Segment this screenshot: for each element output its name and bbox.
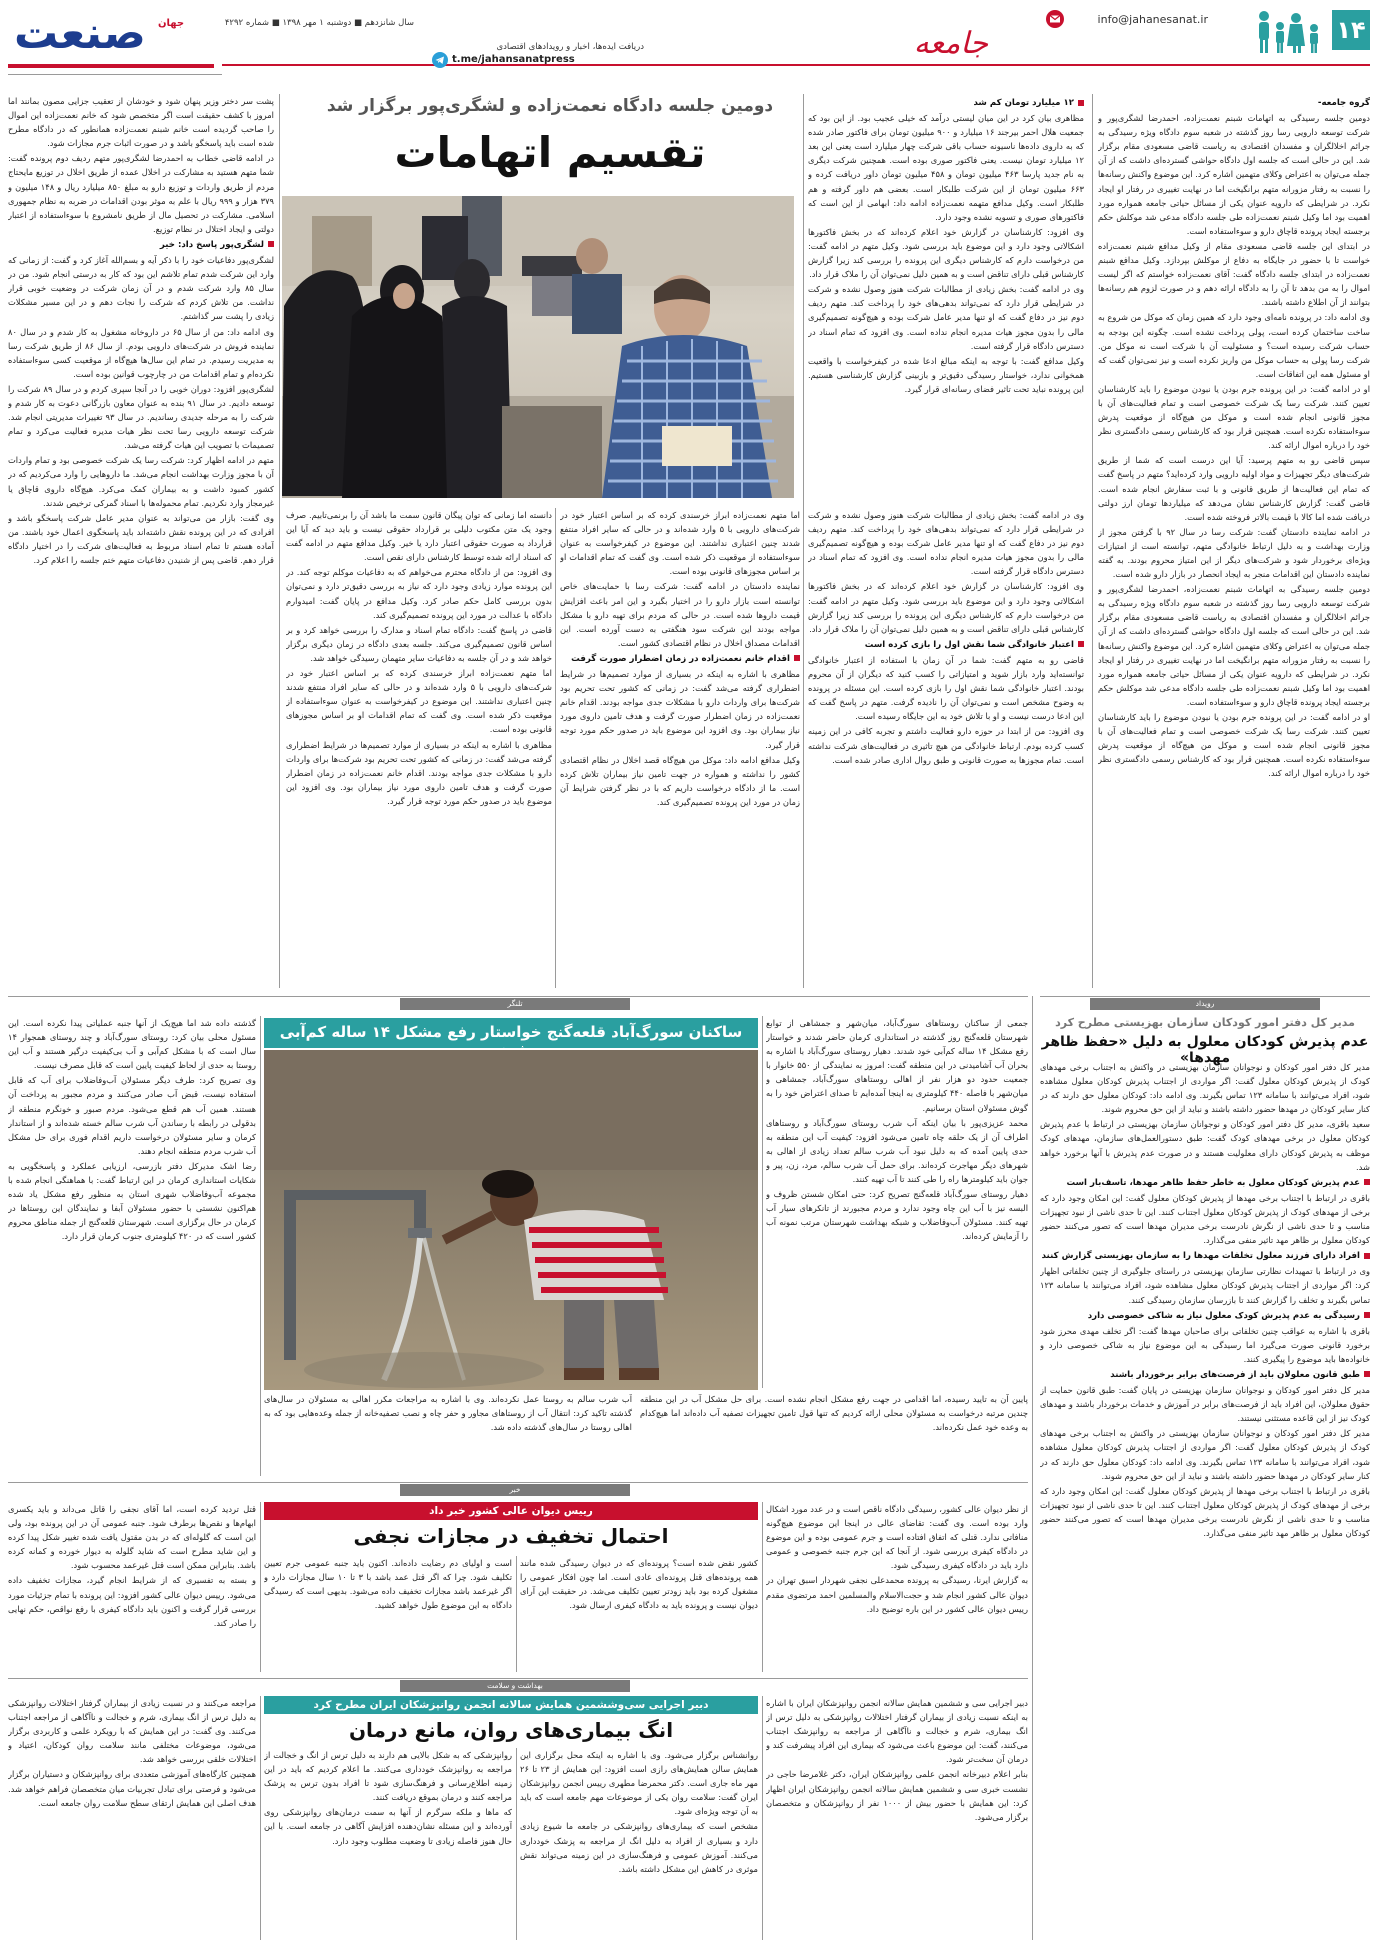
- water-column-3: [8, 1016, 256, 1476]
- event-p-10: مدیر کل دفتر امور کودکان و نوجوانان سازمان بهزیستی در واکنش به اجتناب برخی مهدهای کودک از پذیرش کودکان معلول گفت: اگر مواردی از اجتناب پذیرش کودکان معلول مشاهده شود، افراد می‌توانند با سامانه ۱۲۳ تماس بگیرند. وی ادامه داد: کودکان معلول حق دارند که در کنار سایر کودکان در مهدها حضور داشته باشند و نباید از این حق محروم شوند.: [1040, 1428, 1370, 1481]
- event-sub-6: [1040, 1309, 1370, 1323]
- lead-col1-p-8: او در ادامه گفت: در این پرونده جرم بودن یا نبودن موضوع را باید کارشناسان تعیین کنند. شرکت رسا یک شرکت خصوصی است و تمام فعالیت‌های آن با مجوز قانونی انجام شده است و موکل من هیچ‌گاه از موقعیت پدرش سوءاستفاده نکرده است. همچنین قرار بود که کارشناس رسمی دادگستری نظر خود را درباره اموال ارائه کند.: [1098, 712, 1370, 779]
- email-address[interactable]: info@jahanesanat.ir: [1097, 13, 1208, 26]
- court-column-2b: [264, 1556, 512, 1672]
- water-col3-p-1: وی تصریح کرد: طرف دیگر مسئولان آب‌وفاضلاب برای آب که قابل استفاده نیست، قبض آب صادر می‌کنند و مردم مجبور به پرداخت آن هستند. همین آب هم قطع می‌شود. مردم صبور و خونگرم منطقه از بدقولی در رابطه با رساندن آب شرب سالم خسته شده‌اند و از استاندار کرمان و سایر مسئولان درخواست داریم اقدام فوری برای حل مشکل آب شرب مردم منطقه انجام دهند.: [8, 1075, 256, 1156]
- page-number-box: ۱۴: [1332, 10, 1370, 50]
- section-title: جامعه: [913, 26, 988, 61]
- health-col3-p-0: روانپزشکی که به شکل بالایی هم دارند به دلیل ترس از انگ و خجالت از مراجعه به روانپزشک خودداری می‌کنند. ما اعلام کردیم که باید در این زمینه اطلاع‌رسانی و فرهنگ‌سازی شود تا افراد بدون ترس به پزشک مراجعه کنند و درمان بموقع دریافت کنند.: [264, 1750, 512, 1803]
- water-col-divider-a: [260, 1016, 261, 1476]
- health-col4-p-1: همچنین کارگاه‌های آموزشی متعددی برای روانپزشکان و دستیاران برگزار می‌شود و فرصتی برای تبادل تجربیات میان متخصصان فراهم خواهد شد. هدف اصلی این همایش ارتقای سطح سلامت روان جامعه است.: [8, 1769, 256, 1808]
- lead-col2-p-3: وی در ادامه گفت: بخش زیادی از مطالبات شرکت هنوز وصول نشده و شرکت در شرایطی قرار دارد که نمی‌تواند بدهی‌های خود را پرداخت کند. متهم ردیف دوم نیز در دفاع گفت که او تنها مدیر عامل شرکت بوده و هیچ‌گونه تصمیم‌گیری مالی را بدون مجوز هیات مدیره انجام نداده است. وی افزود که تمام اسناد در دسترس دادگاه قرار گرفته است.: [808, 284, 1084, 351]
- lead-col3-p-5: لشگری‌پور افزود: دوران خوبی را در آنجا سپری کردم و در سال ۸۹ شرکت را توسعه دادیم. در سال ۹۱ بنده به عنوان معاون بازرگانی دعوت به کار شدم و شرکت را به مرحله جدیدی رساندیم. در سال ۹۳ تغییرات مدیریتی انجام شد. شرکت توسعه دارویی رسا تحت نظر هیات مدیره فعالیت می‌کرد و تمام تصمیمات با تصویب این هیات گرفته می‌شد.: [8, 383, 274, 451]
- lead-col4-p-1: نماینده دادستان در ادامه گفت: شرکت رسا با حمایت‌های خاص توانسته است بازار دارو را در اختیار بگیرد و این امر باعث افزایش قیمت داروها شده است. در حالی که مردم برای تهیه دارو با مشکل مواجه بودند این شرکت سود هنگفتی به دست آورده است. این اقدامات مصداق اخلال در نظام اقتصادی کشور است.: [560, 581, 800, 648]
- lead-col1-p-1: دومین جلسه رسیدگی به اتهامات شبنم نعمت‌زاده، احمدرضا لشگری‌پور و شرکت توسعه دارویی رسا روز گذشته در شعبه سوم دادگاه ویژه رسیدگی به جرائم اخلالگران و مفسدان اقتصادی به ریاست قاضی مسعودی مقام برگزار شد. این در حالی است که جلسه اول دادگاه حواشی گسترده‌ای داشت که از آن جمله می‌توان به اعتراض وکلای متهمین اشاره کرد. این موضوع واکنش رسانه‌ها را نسبت به رفتار مزورانه متهم برانگیخت اما در نهایت تغییری در رفتار او ایجاد نکرد. در شرایطی که دارویه عنوان یکی از مسائل حیاتی جامعه همواره مورد اهمیت بود اما وکیل شبنم نعمت‌زاده طی جلسه دادگاه مدعی شد موکلش حکم برجسته ایجاد پرونده قاچاق دارو و سوءاستفاده است.: [1098, 113, 1370, 236]
- telegram-link[interactable]: t.me/jahansanatpress: [452, 54, 575, 65]
- court-col1-p-0: از نظر دیوان عالی کشور، رسیدگی دادگاه ناقص است و در عدد مورد اشکال وارد بوده است. وی گفت: تقاضای عالی در اینجا این موضوع هیچ‌گونه منافاتی ندارد. قتلی که اتفاق افتاده است و جرم عمومی بوده و این موضوع در دادگاه کیفری بررسی شود. از آنجا که این جرم جنبه خصوصی و عمومی دارد باید در دادگاه کیفری رسیدگی شود.: [766, 1504, 1028, 1571]
- event-top-rule: [1040, 996, 1370, 997]
- health-col-divider-a: [260, 1696, 261, 1940]
- lead-col-divider-3: [279, 94, 280, 988]
- court-top-rule: [8, 1482, 1028, 1483]
- lead-col1-p-6: در ادامه نماینده دادستان گفت: شرکت رسا در سال ۹۲ با گرفتن مجوز از وزارت بهداشت و به دلیل ارتباط خانوادگی متهم، توانسته است از امتیازات ویژه‌ای برخوردار شود و شرکت‌های دیگر از این امتیاز محروم بودند. به گفته نماینده دادستان این اقدامات منجر به ایجاد انحصار در بازار دارو شده است.: [1098, 526, 1370, 580]
- lead-col3-p-7: وی گفت: بازار من می‌تواند به عنوان مدیر عامل شرکت پاسخگو باشد و افرادی که در این پرونده نقش داشته‌اند باید پاسخگوی اعمال خود باشند. من آماده هستم تا تمام اسناد مربوط به فعالیت‌های شرکت را در اختیار دادگاه قرار دهم. قاضی پس از شنیدن دفاعیات متهم ختم جلسه را اعلام کرد.: [8, 512, 274, 565]
- water-photo: [264, 1050, 758, 1390]
- event-body: [1040, 1060, 1370, 1938]
- lead-col3-sub-2-text: لشگری‌پور پاسخ داد: خیر: [159, 239, 264, 250]
- lead-column-6: [808, 508, 1084, 988]
- water-section-label: تلنگر: [400, 998, 630, 1010]
- lead-column-4: [560, 508, 800, 988]
- event-kicker: مدیر کل دفتر امور کودکان سازمان بهزیستی مطرح کرد: [1055, 1016, 1355, 1029]
- water-column-2b: [264, 1392, 632, 1476]
- lead-col2-p-1: مظاهری بیان کرد در این میان لیستی درآمد که خیلی عجیب بود. از این بود که جمعیت هلال احمر بیرجند ۱۶ میلیارد و ۹۰۰ میلیون تومان برای فاکتور صادر شده که به داروی داده‌ها ناسیونه حساب باقی شرکت چهار میلیارد است یعنی این بعد ۱۲ میلیارد تومان نیست. یعنی فاکتور صوری بوده است. همچنین شرکت دیگری به نام جدید پارسا ۴۶۳ میلیون تومان و ۴۵۸ میلیون تومان داور دریافت کرده و ۶۶۳ میلیون تومان از این شرکت طلبکار است. بعضی هم داور گرفته و هم طلبکار است. وکیل مدافع متهمه نعمت‌زاده ادامه داد: ابهامی از این است که فاکتورهای صوری و تسویه نشده وجود دارد.: [808, 113, 1084, 222]
- lead-col2-p-2: وی افزود: کارشناسان در گزارش خود اعلام کرده‌اند که در بخش فاکتورها اشکالاتی وجود دارد و این موضوع باید بررسی شود. وکیل متهم در ادامه گفت: من درخواست دارم که کارشناس دیگری این پرونده را بررسی کند زیرا گزارش کارشناس قبلی دارای تناقض است و به همین دلیل نمی‌توان آن را ملاک قرار داد.: [808, 226, 1084, 280]
- lead-headline: تقسیم اتهامات: [394, 128, 706, 177]
- header-red-line: [222, 64, 1370, 66]
- water-col3-p-0: گذشته داده شد اما هیچ‌یک از آنها جنبه عملیاتی پیدا نکرده است. این مسئول محلی بیان کرد: روستای سورگ‌آباد و چند روستای همجوار ۱۴ سال است که با مشکل کم‌آبی و آب بی‌کیفیت درگیر هستند و آب این روستا به حدی از لحاظ کیفیت پایین است که قابل مصرف نیست.: [8, 1018, 256, 1071]
- health-col2-p-1: مشخص است که بیماری‌های روانپزشکی در جامعه ما شیوع زیادی دارد و بسیاری از افراد به دلیل انگ از مراجعه به پزشک خودداری می‌کنند. آموزش عمومی و فرهنگ‌سازی در این زمینه می‌تواند نقش موثری در کاهش این مشکل داشته باشد.: [520, 1821, 758, 1874]
- health-column-3: [264, 1748, 512, 1940]
- logo-divider: [8, 74, 222, 75]
- lead-col6-p-2: وی افزود: من از ابتدا در حوزه دارو فعالیت داشتم و تجربه کافی در این زمینه کسب کرده بودم. ارتباط خانوادگی من هیچ تاثیری در فعالیت‌های شرکت نداشته است. تمام مجوزها به صورت قانونی و طبق روال اداری صادر شده است.: [808, 726, 1084, 765]
- lead-col2-p-4: وکیل مدافع گفت: با توجه به اینکه مبالغ ادعا شده در کیفرخواست با واقعیت همخوانی ندارد، خواستار رسیدگی دقیق‌تر و بازبینی گزارش کارشناسی هستیم. این پرونده نباید تحت تاثیر فضای رسانه‌ای قرار گیرد.: [808, 355, 1084, 394]
- lead-col3-sub-2: [8, 238, 274, 252]
- logo-subtitle: جهان: [158, 18, 185, 29]
- event-p-1: سعید باقری، مدیر کل دفتر امور کودکان و نوجوانان سازمان بهزیستی در ارتباط با عدم پذیرش کودکان معلول در برخی مهدهای کودک گفت: طبق دستورالعمل‌های سازمان، مهدهای کودک موظف به پذیرش کودکان دارای معلولیت هستند و در صورت عدم پذیرش با آنها برخورد خواهد شد.: [1040, 1119, 1370, 1172]
- lead-col3-p-3: لشگری‌پور دفاعیات خود را با ذکر آیه و بسم‌الله آغاز کرد و گفت: از زمانی که وارد این شرکت شدم تمام تلاشم این بود که کار به درستی انجام شود. من در سال ۸۵ وارد شرکت شدم و در آن زمان شرکت در وضعیت خوبی قرار نداشت. من تلاش کردم که شرکت را نجات دهم و در این مسیر مشکلات زیادی را پشت سر گذاشتم.: [8, 255, 274, 322]
- health-col2-p-0: روانشناس برگزار می‌شود. وی با اشاره به اینکه محل برگزاری این همایش سالن همایش‌های رازی است افزود: این همایش از ۲۳ تا ۲۶ مهر ماه جاری است. دکتر محمرضا مطهری رییس انجمن روانپزشکان ایران گفت: سلامت روان یکی از موضوعات مهم جامعه است که باید به آن توجه ویژه‌ای شود.: [520, 1750, 758, 1817]
- court-headline: احتمال تخفیف در مجازات نجفی: [353, 1524, 669, 1548]
- lead-col1-p-4: او در ادامه گفت: در این پرونده جرم بودن یا نبودن موضوع را باید کارشناسان تعیین کنند. شرکت رسا یک شرکت خصوصی است و تمام فعالیت‌های آن با مجوز قانونی انجام شده است و موکل من هیچ‌گاه از موقعیت پدرش سوءاستفاده نکرده است. همچنین قرار بود که کارشناس رسمی دادگستری نظر خود را درباره اموال ارائه کند.: [1098, 383, 1370, 451]
- water-col2-p-0: پایین آن به تایید رسیده، اما اقدامی در جهت رفع مشکل انجام نشده است. برای حل مشکل آب در این منطقه چندین مرتبه درخواست به مسئولان محلی ارائه کردیم که تنها قول تامین تجهیزات تصفیه آب داده‌اند اما هیچ‌کدام به وعده خود عمل نکرده‌اند.: [640, 1394, 1028, 1433]
- court-col-divider-c: [516, 1556, 517, 1672]
- health-kicker: دبیر اجرایی سی‌وششمین همایش سالانه انجمن روانپزشکان ایران مطرح کرد: [264, 1696, 758, 1714]
- court-column-1: [766, 1502, 1028, 1672]
- logo-wordmark: صنعت: [14, 8, 146, 59]
- health-column-2: [520, 1748, 758, 1940]
- lead-col1-p-5: سپس قاضی رو به متهم پرسید: آیا این درست است که شما از طریق شرکت‌های دیگر تجهیزات و مواد اولیه دارویی وارد کرده‌اید؟ متهم در پاسخ گفت که تمام این فعالیت‌ها از طریق قانونی و با ثبت سفارش انجام شده است. قاضی گفت: گزارش کارشناس نشان می‌دهد که میلیاردها تومان ارز دولتی دریافت شده اما کالا با قیمت بالاتر فروخته شده است.: [1098, 455, 1370, 522]
- lead-col5-p-1: وی افزود: من از دادگاه محترم می‌خواهم که به دفاعیات موکلم توجه کند. در این پرونده موارد زیادی وجود دارد که نیاز به بررسی دقیق‌تر دارد و نمی‌توان بدون بررسی کامل حکم صادر کرد. وکیل مدافع در پایان گفت: امیدوارم دادگاه با عدالت در مورد این پرونده تصمیم‌گیری کند.: [286, 567, 552, 620]
- event-sub-4-text: افراد دارای فرزند معلول تخلفات مهدها را به سازمان بهزیستی گزارش کنند: [1041, 1251, 1360, 1262]
- health-col3-p-1: که ماها و ملکه سرگرم از آنها به سمت درمان‌های روانپزشکی روی آورده‌اند و این مسئله نشان‌دهنده افزایش آگاهی در جامعه است. با این حال هنوز فاصله زیادی تا وضعیت مطلوب وجود دارد.: [264, 1807, 512, 1846]
- lead-col5-p-2: قاضی در پاسخ گفت: دادگاه تمام اسناد و مدارک را بررسی خواهد کرد و بر اساس قانون تصمیم‌گیری می‌کند. جلسه بعدی دادگاه در زمان دیگری برگزار خواهد شد و در آن جلسه به دفاعیات سایر متهمان رسیدگی خواهد شد.: [286, 624, 552, 663]
- lead-col-divider-4: [555, 508, 556, 988]
- courtroom-photo-graphic: [282, 196, 794, 498]
- event-section-label: رویداد: [1090, 998, 1320, 1010]
- event-p-5: وی در ارتباط با تمهیدات نظارتی سازمان بهزیستی در راستای جلوگیری از چنین تخلفاتی اظهار کرد: اگر مواردی از اجتناب پذیرش کودکان معلول مشاهده شود، افراد می‌توانند با سامانه ۱۲۳ تماس بگیرند و تخلف را گزارش کنند تا بازرسان سازمان رسیدگی کنند.: [1040, 1266, 1370, 1305]
- water-col1-p-2: دهیار روستای سورگ‌آباد قلعه‌گنج تصریح کرد: حتی امکان شستن ظروف و البسه نیز با آب این چاه وجود ندارد و مردم مجبورند از تانکرهای سیار آب تهیه کنند. مسئولان آب‌وفاضلاب و شبکه بهداشت شهرستان مرتب نمونه آب را آزمایش کرده‌اند.: [766, 1189, 1028, 1242]
- water-col-divider-b: [762, 1016, 763, 1388]
- lead-col5-p-0: دانسته اما زمانی که توان پیگان قانون سمت ما باشد آن را برنمی‌تابیم. صرف وجود یک متن مکتوب دلیلی بر قرارداد حقوقی نیست و باید دید که آیا این قرارداد به صورت حقوقی اعتبار دارد یا خیر. وکیل مدافع متهم در ادامه گفت که اسناد ارائه شده توسط کارشناس دارای نقص است.: [286, 510, 552, 563]
- lead-col1-p-2: در ابتدای این جلسه قاضی مسعودی مقام از وکیل مدافع شبنم نعمت‌زاده خواست تا با حضور در جایگاه به دفاع از موکلش بپردازد. وکیل مدافع شبنم نعمت‌زاده در ابتدای جلسه دادگاه گفت: آقای نعمت‌زاده خواستم که اگر لیست اموال را به من بدهد تا آن را به دادگاه ارائه دهم و در صورت لزوم هم رسانه‌ها بتوانند از آن اطلاع داشته باشند.: [1098, 240, 1370, 308]
- event-headline: عدم پذیرش کودکان معلول به دلیل «حفظ ظاهر مهدها»: [1041, 1034, 1369, 1066]
- lead-col5-p-3: اما متهم نعمت‌زاده ابراز خرسندی کرده که بر اساس اعتبار خود در شرکت‌های دارویی با ۵ وارد شده‌اند و در حالی که سایر افراد منتفع شدند چنین اعتباری نداشتند. این موضوع در کیفرخواست به عنوان سوءاستفاده از موقعیت ذکر شده است. وی گفت که تمام اقدامات او بر اساس مجوزهای قانونی بوده است.: [286, 668, 552, 735]
- lead-col1-sub-0: گروه جامعه-: [1317, 98, 1370, 108]
- court-col1-p-1: به گزارش ایرنا، رسیدگی به پرونده محمدعلی نجفی شهردار اسبق تهران در دیوان عالی کشور انجام شد و حجت‌الاسلام والمسلمین احمد مرتضوی مقدم رییس دیوان عالی کشور در این باره توضیح داد.: [766, 1575, 1028, 1614]
- event-p-3: باقری در ارتباط با اجتناب برخی مهدها از پذیرش کودکان معلول گفت: این امکان وجود دارد که برخی از مهدهای کودک از پذیرش کودکان معلول اجتناب کنند. این تا حدی ناشی از نبود تجهیزات مناسب و تا حدی ناشی از نگرش نادرست برخی مدیران مهدها است که تصور می‌کنند حضور کودکان معلول بر ظاهر مهد تاثیر منفی می‌گذارد.: [1040, 1192, 1370, 1246]
- lead-column-2: [808, 94, 1084, 499]
- court-section-label: خبر: [400, 1484, 630, 1496]
- lead-col6-p-1: قاضی رو به متهم گفت: شما در آن زمان با استفاده از اعتبار خانوادگی توانسته‌اید وارد بازار شوید و امتیازاتی را کسب کنید که دیگران از آن محروم بودند. اعتبار خانوادگی شما نقش اول را بازی کرده است. این مسئله در پرونده به وضوح مشخص است و نمی‌توان آن را نادیده گرفت. متهم در پاسخ گفت که این ادعا درست نیست و او با تلاش خود به این جایگاه رسیده است.: [808, 654, 1084, 722]
- court-column-3: [8, 1502, 256, 1672]
- lead-col4-p-3: مظاهری با اشاره به اینکه در بسیاری از موارد تصمیم‌ها در شرایط اضطراری گرفته می‌شد گفت: در زمانی که کشور تحت تحریم بود شرکت‌ها برای واردات دارو با مشکلات جدی مواجه بودند. اقدام خانم نعمت‌زاده در زمان اضطرار صورت گرفت و هدف تامین داروی مورد نیاز بیماران بود. وی افزود این موضوع باید در صدور حکم مورد توجه قرار گیرد.: [560, 669, 800, 750]
- family-silhouette-icon: [1250, 8, 1328, 54]
- water-photo-graphic: [264, 1050, 758, 1390]
- health-col-divider-b: [762, 1696, 763, 1940]
- lead-col4-p-4: وکیل مدافع ادامه داد: موکل من هیچ‌گاه قصد اخلال در نظام اقتصادی کشور را نداشته و همواره در جهت تامین نیاز بیماران تلاش کرده است. ما از دادگاه درخواست داریم که با در نظر گرفتن شرایط آن زمان در مورد این پرونده تصمیم‌گیری کند.: [560, 754, 800, 807]
- court-col2-p-1: است و اولیای دم رضایت داده‌اند. اکنون باید جنبه عمومی جرم تعیین تکلیف شود. چرا که اگر قتل عمد باشد با ۳ تا ۱۰ سال مجازات دارد و اگر غیرعمد باشد مجازات تخفیف داده می‌شود. بدیهی است که رسیدگی دادگاه به این موضوع طول خواهد کشید.: [264, 1558, 512, 1611]
- telegram-icon: [432, 52, 448, 68]
- lead-col2-sub-0-text: ۱۲ میلیارد تومان کم شد: [973, 98, 1074, 108]
- event-p-7: باقری با اشاره به عواقب چنین تخلفاتی برای صاحبان مهدها گفت: اگر تخلف مهدی محرز شود برخورد قانونی صورت می‌گیرد اما رسیدگی به این موضوع نیاز به شاکی خصوصی دارد و خانواده‌ها باید موضوع را پیگیری کنند.: [1040, 1325, 1370, 1364]
- health-top-rule: [8, 1678, 1028, 1679]
- lead-col3-p-1: در ادامه قاضی خطاب به احمدرضا لشگری‌پور متهم ردیف دوم پرونده گفت: شما متهم هستید به مشارکت در اخلال عمده از طریق اخلال در توزیع مایحتاج مردم از طریق واردات و توزیع دارو به مبلغ ۸۵۰ میلیارد ریال و ۱۴۸ میلیون و ۳۷۹ هزار و ۹۹۹ ریال با علم به موثر بودن اقدامات در ضربه به نظام جمهوری اسلامی. مشارکت در تحصیل مال از طریق نامشروع با سوءاستفاده از اعتبار دولتی و ایجاد اختلال در نظام توزیع.: [8, 153, 274, 234]
- lead-col6-sub-0: [808, 638, 1084, 652]
- lead-col-divider-1: [1092, 94, 1093, 988]
- water-col2-p-1: آب شرب سالم به روستا عمل نکرده‌اند. وی با اشاره به مراجعات مکرر اهالی به مسئولان در سال‌های گذشته تاکید کرد: انتقال آب از روستاهای مجاور و حفر چاه و نصب تصفیه‌خانه از جمله وعده‌هایی بود که به اهالی روستا در سال‌های گذشته داده شد.: [264, 1394, 632, 1433]
- water-col1-p-0: جمعی از ساکنان روستاهای سورگ‌آباد، میان‌شهر و جمشاهی از توابع شهرستان قلعه‌گنج روز گذشته در استانداری کرمان حاضر شدند و خواستار رفع مشکل ۱۴ ساله کم‌آبی خود شدند. دهیار روستای سورگ‌آباد با اشاره به بحران آب آشامیدنی در این منطقه گفت: امروز به نمایندگی از ۵۵۰ خانوار با جمعیت حدود دو هزار نفر از اهالی روستاهای سورگ‌آباد، جمشاهی و میان‌شهر با فاصله ۴۴۰ کیلومتری به اینجا آمده‌ایم تا صدای اعتراض خود را به گوش مسئولان استان برسانیم.: [766, 1018, 1028, 1113]
- lead-col6-sub-0-text: اعتبار خانوادگی شما نقش اول را بازی کرده است: [864, 639, 1074, 650]
- court-col-divider-b: [762, 1502, 763, 1672]
- lead-column-1: [1098, 94, 1370, 988]
- water-col3-p-2: رضا اشک مدیرکل دفتر بازرسی، ارزیابی عملکرد و پاسخگویی به شکایات استانداری کرمان در این ارتباط گفت: با هماهنگی انجام شده با مجموعه آب‌وفاضلاب شهری استان به منظور رفع مشکل یاد شده هم‌اکنون نشستی با حضور مسئولان آبفا و نمایندگان این روستاها در کرمان در حال برگزاری است. شهرستان قلعه‌گنج از جمله مناطق محروم کشور است که در ۴۲۰ کیلومتری جنوب کرمان قرار دارد.: [8, 1160, 256, 1242]
- water-col1-p-1: محمد عزیزی‌پور با بیان اینکه آب شرب روستای سورگ‌آباد و روستاهای اطراف آن از یک حلقه چاه تامین می‌شود افزود: کیفیت آب این منطقه به حدی پایین آمده که به دلیل نبود آب شرب سالم تعداد زیادی از اهالی به شهرهای دیگر مهاجرت کرده‌اند. برای حمل آب شرب سالم، مرد، زن، پیر و جوان باید کیلومترها راه را طی کنند تا آب تهیه کنند.: [766, 1117, 1028, 1185]
- health-col1-p-0: دبیر اجرایی سی و ششمین همایش سالانه انجمن روانپزشکان ایران با اشاره به اینکه نسبت زیادی از بیماران گرفتار اختلالات روانپزشکی به دلیل ترس از انگ بیماری، شرم و خجالت و ناآگاهی از مراجعه به روانپزشک اجتناب می‌کنند، گفت: این موضوع باعث می‌شود که بیماری این افراد پیشرفت کند و درمان آن سخت‌تر شود.: [766, 1698, 1028, 1765]
- court-col2-p-0: کشور نقض شده است؟ پرونده‌ای که در دیوان رسیدگی شده مانند همه پرونده‌های قتل پرونده‌ای عادی است. اما چون افکار عمومی را مشغول کرده بود باید زودتر تعیین تکلیف می‌شد. در حقیقت این آرای دیوان نیست و پرونده باید به دادگاه کیفری ارسال شود.: [520, 1558, 758, 1611]
- lead-col5-p-4: مظاهری با اشاره به اینکه در بسیاری از موارد تصمیم‌ها در شرایط اضطراری گرفته می‌شد گفت: در زمانی که کشور تحت تحریم بود شرکت‌ها برای واردات دارو با مشکلات جدی مواجه بودند. اقدام خانم نعمت‌زاده در زمان اضطرار صورت گرفت و هدف تامین داروی مورد نیاز بیماران بود. وی افزود این موضوع باید در صدور حکم مورد توجه قرار گیرد.: [286, 739, 552, 806]
- health-col-divider-c: [516, 1748, 517, 1940]
- lead-column-5: [286, 508, 552, 988]
- lead-col3-p-6: متهم در ادامه اظهار کرد: شرکت رسا یک شرکت خصوصی بود و تمام واردات آن با مجوز وزارت بهداشت انجام می‌شد. ما داروهایی را وارد می‌کردیم که در کشور کمبود داشت و به بیماران کمک می‌کرد. هیچ‌گاه داروی قاچاق یا غیرمجاز وارد نکردیم. تمام محموله‌ها با اسناد گمرکی ترخیص شدند.: [8, 455, 274, 508]
- health-column-4: [8, 1696, 256, 1940]
- lead-col4-p-0: اما متهم نعمت‌زاده ابراز خرسندی کرده که بر اساس اعتبار خود در شرکت‌های دارویی با ۵ وارد شده‌اند و در حالی که سایر افراد منتفع شدند چنین اعتباری نداشتند. این موضوع در کیفرخواست به عنوان سوءاستفاده از موقعیت ذکر شده است. وی گفت که تمام اقدامات او بر اساس مجوزهای قانونی بوده است.: [560, 510, 800, 577]
- lead-col6-p-pre: وی در ادامه گفت: بخش زیادی از مطالبات شرکت هنوز وصول نشده و شرکت در شرایطی قرار دارد که نمی‌تواند بدهی‌های خود را پرداخت کند. متهم ردیف دوم نیز در دفاع گفت که او تنها مدیر عامل شرکت بوده و هیچ‌گونه تصمیم‌گیری مالی را بدون مجوز هیات مدیره انجام نداده است. وی افزود که تمام اسناد در دسترس دادگاه قرار گرفته است.: [808, 510, 1084, 577]
- health-col4-p-0: مراجعه می‌کنند و در نسبت زیادی از بیماران گرفتار اختلالات روانپزشکی به دلیل ترس از انگ بیماری، شرم و خجالت و ناآگاهی از مراجعه اجتناب می‌کنند. وی گفت: در این همایش که با رویکرد علمی و کاربردی برگزار می‌شود، موضوعات مختلفی مانند سلامت روان کودکان، اعتیاد و اختلالات خلقی بررسی خواهد شد.: [8, 1698, 256, 1765]
- event-sub-4: [1040, 1249, 1370, 1263]
- health-section-label: بهداشت و سلامت: [400, 1680, 630, 1692]
- court-column-2a: [520, 1556, 758, 1672]
- lead-kicker: دومین جلسه دادگاه نعمت‌زاده و لشگری‌پور برگزار شد: [326, 96, 774, 116]
- lead-col4-sub-2-text: اقدام خانم نعمت‌زاده در زمان اضطرار صورت گرفت: [571, 653, 790, 664]
- lead-col3-p-0: پشت سر دختر وزیر پنهان شود و خودشان از تعقیب جزایی مصون بمانند اما امروز با کشف حقیقت است اگر متخصص شود که خانم نعمت‌زاده این اموال را صاحب گردیده است خانم شبنم نعمت‌زاده همانطور که در دادگاه مطرح شده است باید پاسخگو باشد و در صورت اثبات جرم مجازات شود.: [8, 96, 274, 149]
- court-col3-p-0: قتل تردید کرده است، اما آقای نجفی را قاتل می‌داند و باید یکسری ابهام‌ها و نقص‌ها برطرف شود. جنبه عمومی آن در این پرونده بود، ولی این است که گلوله‌ای که در بدن مقتول یافت شده تغییر شکل پیدا کرده و این شاید مطرح است که شاید گلوله به دیوار خورده و کمانه کرده باشد. بنابراین ممکن است قتل غیرعمد محسوب شود.: [8, 1504, 256, 1571]
- event-p-9: مدیر کل دفتر امور کودکان و نوجوانان سازمان بهزیستی در پایان گفت: طبق قانون حمایت از حقوق معلولان، این افراد باید از فرصت‌های برابر در آموزش و خدمات برخوردار باشند و مهدهای کودک نیز از این قاعده مستثنی نیستند.: [1040, 1385, 1370, 1424]
- health-col1-p-1: بنابر اعلام دبیرخانه انجمن علمی روانپزشکان ایران، دکتر غلامرضا حاجی در نشست خبری سی و ششمین همایش سالانه انجمن روانپزشکان ایران اظهار کرد: این همایش با حضور بیش از ۱۰۰۰ نفر از روانپزشکان و متخصصان برگزار می‌شود.: [766, 1769, 1028, 1822]
- court-kicker: رییس دیوان عالی کشور خبر داد: [264, 1502, 758, 1520]
- health-headline: انگ بیماری‌های روان، مانع درمان: [348, 1718, 674, 1742]
- courtroom-photo: [282, 196, 794, 498]
- lead-col-divider-2: [803, 94, 804, 988]
- water-headline: ساکنان سورگ‌آباد قلعه‌گنج خواستار رفع مشکل ۱۴ ساله کم‌آبی: [279, 1023, 743, 1041]
- water-column-2a: [640, 1392, 1028, 1476]
- lead-col6-p-pre2: وی افزود: کارشناسان در گزارش خود اعلام کرده‌اند که در بخش فاکتورها اشکالاتی وجود دارد و این موضوع باید بررسی شود. وکیل متهم در ادامه گفت: من درخواست دارم که کارشناس دیگری این پرونده را بررسی کند زیرا گزارش کارشناس قبلی دارای تناقض است و به همین دلیل نمی‌توان آن را ملاک قرار داد.: [808, 581, 1084, 634]
- lead-column-3: [8, 94, 274, 988]
- health-column-1: [766, 1696, 1028, 1940]
- court-col3-p-1: و بسته به تفسیری که از شرایط انجام گیرد، مجازات تخفیف داده می‌شود. رییس دیوان عالی کشور افزود: این پرونده با تمام جزئیات مورد بررسی قرار گرفت و اکنون باید دادگاه کیفری با رفع نواقص، حکم نهایی را صادر کند.: [8, 1575, 256, 1628]
- event-sub-6-text: رسیدگی به عدم پذیرش کودک معلول نیاز به شاکی خصوصی دارد: [1087, 1310, 1360, 1321]
- event-left-rule: [1032, 996, 1033, 1940]
- court-col-divider-a: [260, 1502, 261, 1672]
- issue-info: سال شانزدهم ■ دوشنبه ۱ مهر ۱۳۹۸ ■ شماره ۴۲۹۲: [224, 18, 414, 28]
- event-p-0: مدیر کل دفتر امور کودکان و نوجوانان سازمان بهزیستی در واکنش به اجتناب برخی مهدهای کودک از پذیرش کودکان معلول گفت: اگر مواردی از اجتناب پذیرش کودکان معلول مشاهده شود، افراد می‌توانند با سامانه ۱۲۳ تماس بگیرند. وی ادامه داد: کودکان معلول حق دارند که در کنار سایر کودکان در مهدها حضور داشته باشند و نباید از این حق محروم شوند.: [1040, 1062, 1370, 1115]
- water-column-1: [766, 1016, 1028, 1388]
- email-icon: [1045, 9, 1065, 29]
- event-sub-2: [1040, 1176, 1370, 1190]
- lead-col1-p-3: وی ادامه داد: در پرونده نامه‌ای وجود دارد که همین زمان که موکل من شروع به ساخت ساختمان کرده است، پولی پرداخت نشده است. چگونه این بودجه به حساب شرکت رسیده است؟ و مسئولیت آن با شرکت است نه موکل من. شرکت رسا پولی به حساب موکل من واریز نکرده است و نیز نمی‌توان گفت که او مسئول همه این اتفاقات است.: [1098, 312, 1370, 379]
- event-p-11: باقری در ارتباط با اجتناب برخی مهدها از پذیرش کودکان معلول گفت: این امکان وجود دارد که برخی از مهدهای کودک از پذیرش کودکان معلول اجتناب کنند. این تا حدی ناشی از نبود تجهیزات مناسب و تا حدی ناشی از نگرش نادرست برخی مدیران مهدها است که تصور می‌کنند حضور کودکان معلول بر ظاهر مهد تاثیر منفی می‌گذارد.: [1040, 1485, 1370, 1538]
- water-top-rule: [8, 996, 1028, 997]
- lead-col4-sub-2: [560, 652, 800, 666]
- event-sub-8-text: طبق قانون معلولان باید از فرصت‌های برابر برخوردار باشند: [1110, 1369, 1360, 1380]
- lead-col1-p-7: دومین جلسه رسیدگی به اتهامات شبنم نعمت‌زاده، احمدرضا لشگری‌پور و شرکت توسعه دارویی رسا روز گذشته در شعبه سوم دادگاه ویژه رسیدگی به جرائم اخلالگران و مفسدان اقتصادی به ریاست قاضی مسعودی مقام برگزار شد. این در حالی است که جلسه اول دادگاه حواشی گسترده‌ای داشت که از آن جمله می‌توان به اعتراض وکلای متهمین اشاره کرد. این موضوع واکنش رسانه‌ها را نسبت به رفتار مزورانه متهم برانگیخت اما در نهایت تغییری در رفتار او ایجاد نکرد. در شرایطی که دارویه عنوان یکی از مسائل حیاتی جامعه همواره مورد اهمیت بود اما وکیل شبنم نعمت‌زاده طی جلسه دادگاه مدعی شد موکلش حکم برجسته ایجاد پرونده قاچاق دارو و سوءاستفاده است.: [1098, 584, 1370, 707]
- event-sub-2-text: عدم پذیرش کودکان معلول به خاطر حفظ ظاهر مهدها، تاسف‌بار است: [1066, 1177, 1360, 1188]
- logo-red-bar: [8, 64, 214, 68]
- telegram-caption: دریافت ایده‌ها، اخبار و رویدادهای اقتصادی: [496, 42, 644, 52]
- lead-col3-p-4: وی ادامه داد: من از سال ۶۵ در داروخانه مشغول به کار شدم و در سال ۸۰ نماینده فروش در شرکت‌های دارویی بودم. از سال ۸۶ از طریق شرکت رسا به مدیریت رسیدم. در تمام این سال‌ها هیچ‌گاه از موقعیت کسی سوءاستفاده نکرده‌ام و تمام اقدامات من در چارچوب قوانین بوده است.: [8, 326, 274, 379]
- event-sub-8: [1040, 1368, 1370, 1382]
- lead-col2-sub-0: [808, 96, 1084, 110]
- newspaper-logo: [8, 8, 218, 70]
